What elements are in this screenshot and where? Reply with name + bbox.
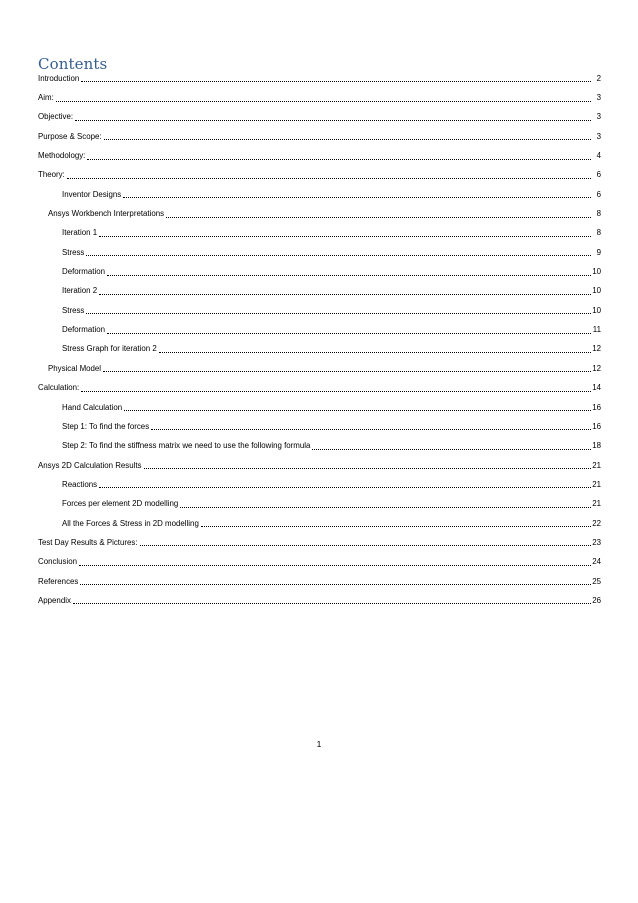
toc-entry-label: All the Forces & Stress in 2D modelling [62, 518, 199, 528]
toc-entry-label: Methodology: [38, 151, 86, 161]
toc-entry-label: References [38, 576, 79, 586]
toc-entry-label: Theory: [38, 170, 65, 180]
toc-entry[interactable] [38, 572, 601, 591]
toc-entry-page-number: 6 [596, 189, 601, 199]
toc-dot-leader [87, 149, 591, 160]
table-of-contents [38, 69, 601, 611]
toc-dot-leader [56, 91, 591, 102]
toc-entry[interactable] [38, 475, 601, 494]
toc-entry-page-number: 3 [596, 93, 601, 103]
toc-dot-leader [104, 129, 591, 140]
toc-entry-label: Iteration 2 [62, 286, 98, 296]
toc-entry-label: Purpose & Scope: [38, 131, 102, 141]
toc-entry-page-number: 10 [592, 305, 601, 315]
toc-entry[interactable] [38, 514, 601, 533]
toc-entry-page-number: 11 [592, 325, 601, 335]
toc-entry[interactable] [38, 437, 601, 456]
toc-dot-leader [86, 303, 591, 314]
toc-entry-page-number: 18 [592, 441, 601, 451]
toc-dot-leader [103, 361, 591, 372]
toc-entry-page-number: 21 [592, 479, 601, 489]
toc-entry-label: Conclusion [38, 557, 78, 567]
toc-entry[interactable] [38, 359, 601, 378]
toc-dot-leader [124, 400, 591, 411]
toc-dot-leader [107, 265, 591, 276]
toc-entry-page-number: 24 [592, 557, 601, 567]
toc-dot-leader [123, 187, 591, 198]
toc-entry[interactable] [38, 69, 601, 88]
toc-dot-leader [99, 284, 591, 295]
toc-entry-label: Stress Graph for iteration 2 [62, 344, 157, 354]
toc-dot-leader [144, 458, 592, 469]
toc-entry-label: Hand Calculation [62, 402, 123, 412]
toc-entry-page-number: 8 [596, 228, 601, 238]
toc-entry[interactable] [38, 166, 601, 185]
toc-entry-page-number: 26 [592, 595, 601, 605]
toc-entry-label: Introduction [38, 73, 80, 83]
toc-entry[interactable] [38, 379, 601, 398]
toc-entry-page-number: 21 [592, 460, 601, 470]
toc-dot-leader [99, 477, 591, 488]
toc-entry-page-number: 2 [596, 73, 601, 83]
toc-entry[interactable] [38, 340, 601, 359]
toc-entry-label: Forces per element 2D modelling [62, 499, 179, 509]
toc-dot-leader [75, 110, 591, 121]
toc-entry-label: Test Day Results & Pictures: [38, 537, 138, 547]
toc-entry-label: Step 1: To find the forces [62, 421, 150, 431]
toc-entry-label: Calculation: [38, 383, 80, 393]
toc-entry-label: Step 2: To find the stiffness matrix we need to use the following formula [62, 441, 311, 451]
toc-entry-label: Ansys Workbench Interpretations [48, 209, 165, 219]
toc-dot-leader [99, 226, 591, 237]
toc-entry-page-number: 3 [596, 131, 601, 141]
toc-entry[interactable] [38, 320, 601, 339]
toc-dot-leader [159, 342, 591, 353]
toc-entry-page-number: 22 [592, 518, 601, 528]
toc-dot-leader [81, 381, 591, 392]
toc-entry[interactable] [38, 495, 601, 514]
toc-entry[interactable] [38, 224, 601, 243]
toc-entry-label: Appendix [38, 595, 71, 605]
toc-entry-label: Aim: [38, 93, 54, 103]
toc-dot-leader [79, 555, 591, 566]
toc-entry-label: Physical Model [48, 363, 102, 373]
toc-entry[interactable] [38, 146, 601, 165]
toc-dot-leader [312, 439, 591, 450]
toc-entry-page-number: 10 [592, 286, 601, 296]
toc-entry-page-number: 12 [592, 363, 601, 373]
toc-entry-page-number: 3 [596, 112, 601, 122]
toc-entry-label: Reactions [62, 479, 98, 489]
toc-entry-label: Ansys 2D Calculation Results [38, 460, 142, 470]
toc-entry[interactable] [38, 243, 601, 262]
toc-entry[interactable] [38, 262, 601, 281]
toc-entry-page-number: 12 [592, 344, 601, 354]
toc-entry-label: Iteration 1 [62, 228, 98, 238]
toc-entry[interactable] [38, 282, 601, 301]
toc-entry-page-number: 10 [592, 267, 601, 277]
toc-entry-page-number: 14 [592, 383, 601, 393]
toc-entry[interactable] [38, 127, 601, 146]
toc-entry-label: Stress [62, 305, 85, 315]
toc-entry[interactable] [38, 108, 601, 127]
toc-entry-page-number: 23 [592, 537, 601, 547]
toc-entry-page-number: 8 [596, 209, 601, 219]
toc-dot-leader [151, 419, 591, 430]
toc-entry-page-number: 4 [596, 151, 601, 161]
toc-dot-leader [201, 516, 591, 527]
toc-entry-label: Deformation [62, 325, 105, 335]
toc-dot-leader [107, 323, 591, 334]
toc-dot-leader [80, 574, 591, 585]
toc-dot-leader [180, 497, 591, 508]
toc-dot-leader [81, 71, 591, 82]
toc-entry[interactable] [38, 533, 601, 552]
toc-entry-page-number: 25 [592, 576, 601, 586]
toc-entry-page-number: 21 [592, 499, 601, 509]
toc-entry[interactable] [38, 204, 601, 223]
toc-heading: Contents [38, 55, 108, 73]
toc-dot-leader [86, 245, 591, 256]
toc-entry[interactable] [38, 301, 601, 320]
toc-entry[interactable] [38, 456, 601, 475]
toc-entry[interactable] [38, 88, 601, 107]
toc-entry-page-number: 6 [596, 170, 601, 180]
toc-entry[interactable] [38, 417, 601, 436]
toc-dot-leader [73, 593, 591, 604]
toc-entry-label: Objective: [38, 112, 74, 122]
toc-dot-leader [67, 168, 591, 179]
toc-entry-label: Deformation [62, 267, 105, 277]
toc-entry[interactable] [38, 398, 601, 417]
toc-entry[interactable] [38, 185, 601, 204]
toc-entry-label: Stress [62, 247, 85, 257]
toc-entry[interactable] [38, 591, 601, 610]
toc-entry-page-number: 9 [596, 247, 601, 257]
toc-entry-page-number: 16 [592, 402, 601, 412]
toc-entry-page-number: 16 [592, 421, 601, 431]
toc-entry[interactable] [38, 553, 601, 572]
toc-dot-leader [166, 207, 591, 218]
toc-entry-label: Inventor Designs [62, 189, 122, 199]
toc-dot-leader [140, 535, 591, 546]
page-number: 1 [316, 739, 322, 749]
